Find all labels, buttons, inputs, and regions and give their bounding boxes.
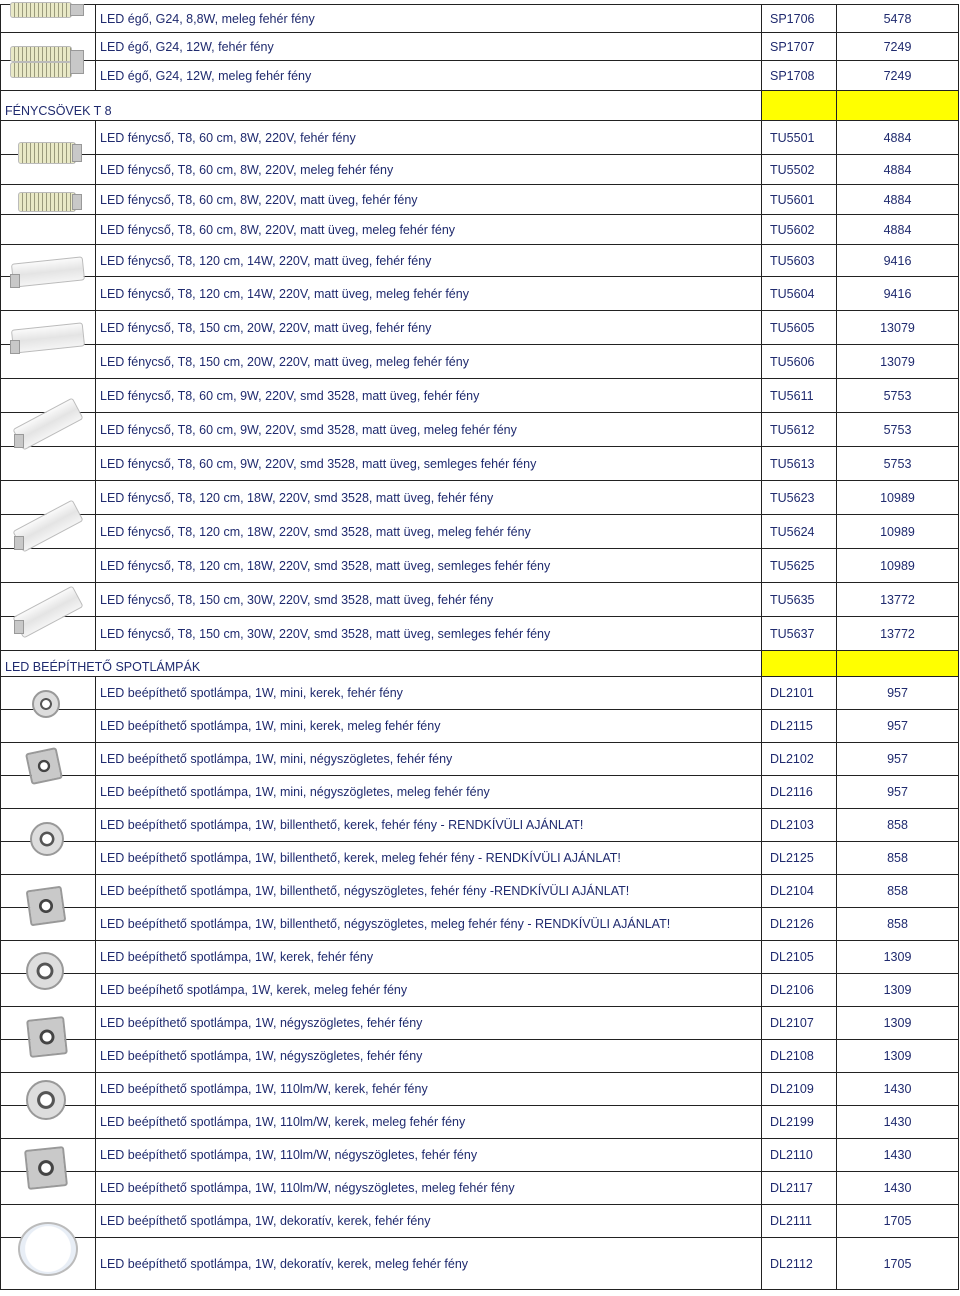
section-label: LED BEÉPÍTHETŐ SPOTLÁMPÁK <box>1 651 762 677</box>
product-image-cell <box>1 245 96 277</box>
product-description: LED beépíthető spotlámpa, 1W, mini, négyszögletes, meleg fehér fény <box>96 776 762 809</box>
product-code: SP1708 <box>762 61 837 91</box>
product-row <box>1 185 959 215</box>
product-code: TU5602 <box>762 215 837 245</box>
section-header-row <box>1 91 959 121</box>
product-code: DL2102 <box>762 743 837 776</box>
product-code: DL2199 <box>762 1106 837 1139</box>
product-code: DL2125 <box>762 842 837 875</box>
product-code: TU5612 <box>762 413 837 447</box>
product-price: 7249 <box>837 61 959 91</box>
product-description: LED beépíthető spotlámpa, 1W, mini, négyszögletes, fehér fény <box>96 743 762 776</box>
product-image-cell <box>1 908 96 941</box>
product-code: DL2105 <box>762 941 837 974</box>
product-code: TU5637 <box>762 617 837 651</box>
product-description: LED fénycső, T8, 120 cm, 18W, 220V, smd 3528, matt üveg, meleg fehér fény <box>96 515 762 549</box>
product-row <box>1 277 959 311</box>
product-row <box>1 809 959 842</box>
product-image-cell <box>1 974 96 1007</box>
product-row <box>1 583 959 617</box>
product-image-cell <box>1 33 96 61</box>
product-code: DL2117 <box>762 1172 837 1205</box>
product-description: LED beépíthető spotlámpa, 1W, kerek, fehér fény <box>96 941 762 974</box>
product-row <box>1 345 959 379</box>
product-description: LED beépíthető spotlámpa, 1W, dekoratív, kerek, meleg fehér fény <box>96 1238 762 1290</box>
product-image-cell <box>1 842 96 875</box>
product-row <box>1 413 959 447</box>
product-image-cell <box>1 5 96 33</box>
product-row <box>1 1139 959 1172</box>
product-code: SP1707 <box>762 33 837 61</box>
product-description: LED beépíthető spotlámpa, 1W, mini, kerek, fehér fény <box>96 677 762 710</box>
product-row <box>1 379 959 413</box>
product-price: 957 <box>837 776 959 809</box>
product-image-cell <box>1 447 96 481</box>
product-price: 1430 <box>837 1172 959 1205</box>
product-image-cell <box>1 875 96 908</box>
product-image-cell <box>1 61 96 91</box>
product-description: LED fénycső, T8, 150 cm, 30W, 220V, smd 3528, matt üveg, fehér fény <box>96 583 762 617</box>
section-label: FÉNYCSÖVEK T 8 <box>1 91 762 121</box>
product-description: LED fénycső, T8, 60 cm, 8W, 220V, meleg fehér fény <box>96 155 762 185</box>
product-price: 1309 <box>837 1007 959 1040</box>
product-row <box>1 61 959 91</box>
product-price: 10989 <box>837 515 959 549</box>
product-price: 858 <box>837 908 959 941</box>
product-row <box>1 941 959 974</box>
product-price: 13079 <box>837 345 959 379</box>
product-image-cell <box>1 1040 96 1073</box>
product-price: 1705 <box>837 1238 959 1290</box>
product-row <box>1 5 959 33</box>
product-price: 10989 <box>837 549 959 583</box>
product-price: 957 <box>837 710 959 743</box>
product-row <box>1 447 959 481</box>
product-image-cell <box>1 481 96 515</box>
product-price: 5753 <box>837 413 959 447</box>
product-price: 4884 <box>837 121 959 155</box>
product-description: LED beépíthető spotlámpa, 1W, 110lm/W, négyszögletes, fehér fény <box>96 1139 762 1172</box>
product-code: TU5625 <box>762 549 837 583</box>
product-image-cell <box>1 549 96 583</box>
product-price: 13772 <box>837 583 959 617</box>
product-price: 5753 <box>837 447 959 481</box>
product-row <box>1 677 959 710</box>
product-row <box>1 1040 959 1073</box>
product-image-cell <box>1 185 96 215</box>
product-code: TU5601 <box>762 185 837 215</box>
product-row <box>1 1205 959 1238</box>
product-code: DL2103 <box>762 809 837 842</box>
product-description: LED beépíthető spotlámpa, 1W, 110lm/W, négyszögletes, meleg fehér fény <box>96 1172 762 1205</box>
product-code: TU5605 <box>762 311 837 345</box>
product-description: LED beépíthető spotlámpa, 1W, 110lm/W, kerek, meleg fehér fény <box>96 1106 762 1139</box>
price-list-table <box>0 4 959 1290</box>
product-description: LED fénycső, T8, 150 cm, 30W, 220V, smd 3528, matt üveg, semleges fehér fény <box>96 617 762 651</box>
product-price: 1309 <box>837 941 959 974</box>
product-price: 13079 <box>837 311 959 345</box>
product-description: LED égő, G24, 8,8W, meleg fehér fény <box>96 5 762 33</box>
product-code: DL2115 <box>762 710 837 743</box>
product-description: LED fénycső, T8, 60 cm, 8W, 220V, matt üveg, meleg fehér fény <box>96 215 762 245</box>
product-price: 5753 <box>837 379 959 413</box>
product-row <box>1 1007 959 1040</box>
product-price: 957 <box>837 743 959 776</box>
product-code: DL2106 <box>762 974 837 1007</box>
product-row <box>1 245 959 277</box>
product-row <box>1 215 959 245</box>
product-code: SP1706 <box>762 5 837 33</box>
product-code: DL2107 <box>762 1007 837 1040</box>
section-fill <box>762 91 837 121</box>
product-row <box>1 549 959 583</box>
product-image-cell <box>1 1106 96 1139</box>
product-row <box>1 481 959 515</box>
product-description: LED beépíhető spotlámpa, 1W, kerek, meleg fehér fény <box>96 974 762 1007</box>
product-image-cell <box>1 1172 96 1205</box>
price-list-body <box>1 5 959 1290</box>
product-price: 5478 <box>837 5 959 33</box>
product-code: DL2112 <box>762 1238 837 1290</box>
product-description: LED fénycső, T8, 150 cm, 20W, 220V, matt üveg, fehér fény <box>96 311 762 345</box>
product-image-cell <box>1 1139 96 1172</box>
product-description: LED fénycső, T8, 60 cm, 9W, 220V, smd 3528, matt üveg, fehér fény <box>96 379 762 413</box>
product-price: 4884 <box>837 185 959 215</box>
product-row <box>1 617 959 651</box>
product-image-cell <box>1 215 96 245</box>
product-row <box>1 842 959 875</box>
product-description: LED beépíthető spotlámpa, 1W, billenthető, négyszögletes, meleg fehér fény - RENDKÍVÜLI AJÁNLAT! <box>96 908 762 941</box>
product-image-cell <box>1 311 96 345</box>
product-row <box>1 1238 959 1290</box>
product-code: TU5623 <box>762 481 837 515</box>
product-image-cell <box>1 941 96 974</box>
product-code: DL2109 <box>762 1073 837 1106</box>
product-image-cell <box>1 345 96 379</box>
product-price: 1430 <box>837 1073 959 1106</box>
product-code: DL2108 <box>762 1040 837 1073</box>
section-header-row <box>1 651 959 677</box>
product-description: LED égő, G24, 12W, meleg fehér fény <box>96 61 762 91</box>
product-price: 4884 <box>837 215 959 245</box>
product-code: TU5501 <box>762 121 837 155</box>
product-description: LED beépíthető spotlámpa, 1W, billenthető, kerek, meleg fehér fény - RENDKÍVÜLI AJÁNLAT! <box>96 842 762 875</box>
product-code: TU5604 <box>762 277 837 311</box>
product-code: DL2110 <box>762 1139 837 1172</box>
product-description: LED fénycső, T8, 150 cm, 20W, 220V, matt üveg, meleg fehér fény <box>96 345 762 379</box>
product-code: TU5611 <box>762 379 837 413</box>
product-row <box>1 710 959 743</box>
product-code: DL2104 <box>762 875 837 908</box>
product-image-cell <box>1 155 96 185</box>
product-description: LED beépíthető spotlámpa, 1W, négyszögletes, fehér fény <box>96 1007 762 1040</box>
product-description: LED fénycső, T8, 60 cm, 8W, 220V, matt üveg, fehér fény <box>96 185 762 215</box>
product-description: LED beépíthető spotlámpa, 1W, billenthető, kerek, fehér fény - RENDKÍVÜLI AJÁNLAT! <box>96 809 762 842</box>
product-row <box>1 311 959 345</box>
product-row <box>1 515 959 549</box>
product-price: 1430 <box>837 1139 959 1172</box>
product-image-cell <box>1 743 96 776</box>
product-row <box>1 1172 959 1205</box>
product-row <box>1 776 959 809</box>
product-price: 858 <box>837 809 959 842</box>
product-image-cell <box>1 1238 96 1290</box>
product-description: LED fénycső, T8, 120 cm, 14W, 220V, matt üveg, meleg fehér fény <box>96 277 762 311</box>
product-image-cell <box>1 677 96 710</box>
product-row <box>1 155 959 185</box>
product-image-cell <box>1 583 96 617</box>
product-description: LED beépíthető spotlámpa, 1W, billenthető, négyszögletes, fehér fény -RENDKÍVÜLI AJÁNLAT! <box>96 875 762 908</box>
product-description: LED beépíthető spotlámpa, 1W, mini, kerek, meleg fehér fény <box>96 710 762 743</box>
product-image-cell <box>1 776 96 809</box>
product-row <box>1 974 959 1007</box>
product-code: DL2101 <box>762 677 837 710</box>
product-code: TU5624 <box>762 515 837 549</box>
product-row <box>1 743 959 776</box>
product-image-cell <box>1 617 96 651</box>
product-image-cell <box>1 1073 96 1106</box>
product-image-cell <box>1 121 96 155</box>
product-description: LED beépíthető spotlámpa, 1W, 110lm/W, kerek, fehér fény <box>96 1073 762 1106</box>
product-row <box>1 875 959 908</box>
product-code: TU5635 <box>762 583 837 617</box>
product-price: 9416 <box>837 245 959 277</box>
section-fill <box>762 651 837 677</box>
product-image-cell <box>1 1007 96 1040</box>
product-price: 4884 <box>837 155 959 185</box>
product-price: 858 <box>837 875 959 908</box>
product-code: TU5603 <box>762 245 837 277</box>
product-code: DL2116 <box>762 776 837 809</box>
product-row <box>1 1073 959 1106</box>
product-image-cell <box>1 277 96 311</box>
product-code: TU5606 <box>762 345 837 379</box>
product-row <box>1 908 959 941</box>
product-description: LED fénycső, T8, 120 cm, 14W, 220V, matt üveg, fehér fény <box>96 245 762 277</box>
product-code: TU5613 <box>762 447 837 481</box>
product-code: DL2111 <box>762 1205 837 1238</box>
product-description: LED beépíthető spotlámpa, 1W, dekoratív, kerek, fehér fény <box>96 1205 762 1238</box>
product-description: LED beépíthető spotlámpa, 1W, négyszögletes, fehér fény <box>96 1040 762 1073</box>
product-code: TU5502 <box>762 155 837 185</box>
product-description: LED fénycső, T8, 60 cm, 8W, 220V, fehér fény <box>96 121 762 155</box>
section-fill <box>837 651 959 677</box>
product-price: 13772 <box>837 617 959 651</box>
product-price: 1309 <box>837 1040 959 1073</box>
product-image-cell <box>1 379 96 413</box>
product-price: 10989 <box>837 481 959 515</box>
product-price: 9416 <box>837 277 959 311</box>
product-price: 957 <box>837 677 959 710</box>
product-image-cell <box>1 515 96 549</box>
product-description: LED fénycső, T8, 120 cm, 18W, 220V, smd 3528, matt üveg, semleges fehér fény <box>96 549 762 583</box>
product-row <box>1 33 959 61</box>
product-price: 7249 <box>837 33 959 61</box>
product-description: LED égő, G24, 12W, fehér fény <box>96 33 762 61</box>
product-price: 858 <box>837 842 959 875</box>
product-description: LED fénycső, T8, 60 cm, 9W, 220V, smd 3528, matt üveg, semleges fehér fény <box>96 447 762 481</box>
product-image-cell <box>1 809 96 842</box>
product-price: 1705 <box>837 1205 959 1238</box>
product-price: 1309 <box>837 974 959 1007</box>
product-image-cell <box>1 1205 96 1238</box>
product-row <box>1 121 959 155</box>
product-image-cell <box>1 710 96 743</box>
product-description: LED fénycső, T8, 60 cm, 9W, 220V, smd 3528, matt üveg, meleg fehér fény <box>96 413 762 447</box>
product-image-cell <box>1 413 96 447</box>
product-row <box>1 1106 959 1139</box>
product-price: 1430 <box>837 1106 959 1139</box>
product-code: DL2126 <box>762 908 837 941</box>
section-fill <box>837 91 959 121</box>
product-description: LED fénycső, T8, 120 cm, 18W, 220V, smd 3528, matt üveg, fehér fény <box>96 481 762 515</box>
